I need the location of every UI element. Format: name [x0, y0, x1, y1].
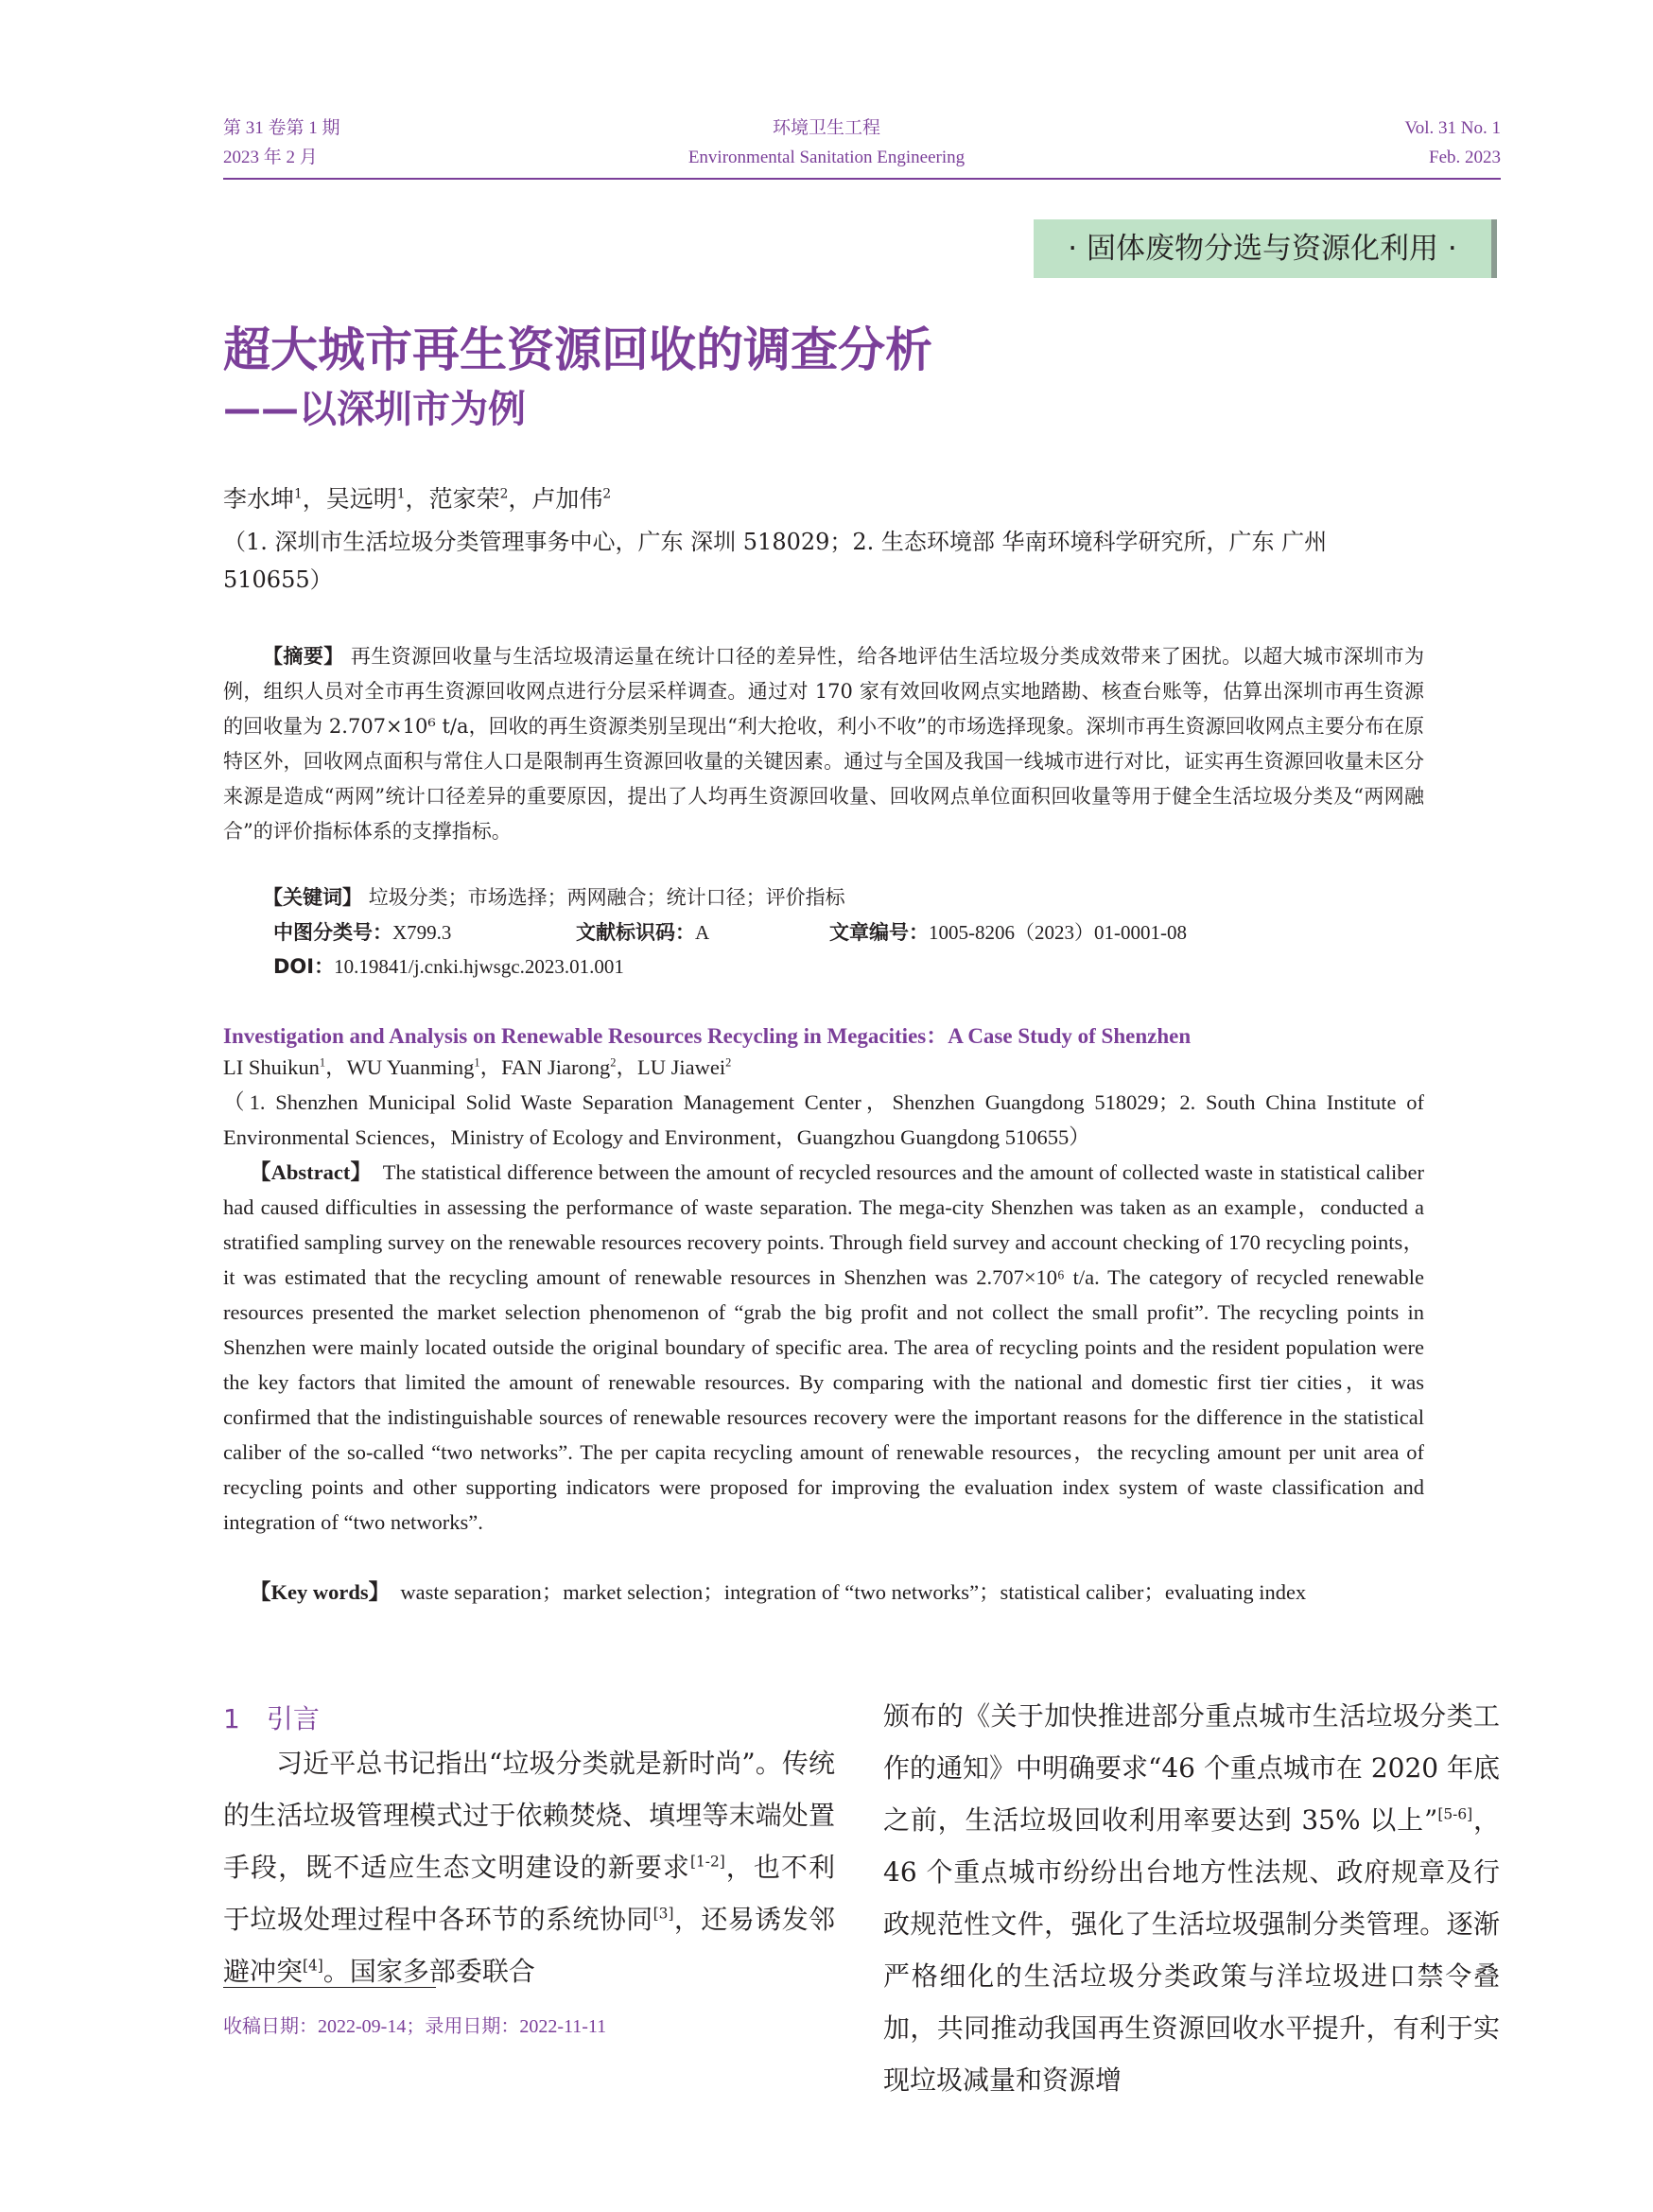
intro-text-1: 习近平总书记指出“垃圾分类就是新时尚”。传统的生活垃圾管理模式过于依赖焚烧、填埋等末端处置手段，既不适应生态文明建设的新要求 [223, 1748, 835, 1883]
article-no-label: 文章编号： [829, 921, 929, 944]
footnote-rule [223, 1987, 436, 1988]
abstract-label: 【摘要】 [263, 645, 344, 668]
author-affiliation-marker: 1 [294, 486, 303, 502]
author-separator: ， [325, 1055, 347, 1079]
paper-subtitle: ——以深圳市为例 [223, 388, 526, 431]
clc-value: X799.3 [392, 921, 452, 944]
abstract-en-text: The statistical difference between the amount of recycled resources and the amount of collected waste in statistical caliber had caused difficulties in assessing the performance of waste separation. The mega-city Shenzhen was taken as an example，conducted a stratified sampling survey on the renewable resources recovery points. Through field survey and account checking of 170 recycling points，it was estimated that the recycling amount of renewable resources in Shenzhen was 2.707×10⁶ t/a. The category of recycled renewable resources presented the market selection phenomenon of “grab the big profit and not collect the small profit”. The recycling points in Shenzhen were mainly located outside the original boundary of specific area. The area of recycling points and the resident population were the key factors that limited the amount of renewable resources. By comparing with the national and domestic first tier cities，it was confirmed that the indistinguishable sources of renewable resources recovery were the important reasons for the difference in the statistical caliber of the so-called “two networks”. The per capita recycling amount of renewable resources，the recycling amount per unit area of recycling points and other supporting indicators were proposed for improving the evaluation index system of waste classification and integration of “two networks”. [223, 1160, 1425, 1534]
received-dates: 收稿日期：2022-09-14；录用日期：2022-11-11 [223, 2016, 607, 2037]
author-name: WU Yuanming [346, 1055, 475, 1079]
journal-volume-date-en: Vol. 31 No. 1 Feb. 2023 [1404, 118, 1501, 167]
clc-label: 中图分类号： [273, 921, 392, 944]
author-affiliation-marker: 2 [725, 1055, 732, 1070]
author-affiliation-marker: 2 [602, 486, 612, 502]
column-banner: · 固体废物分选与资源化利用 · [1034, 219, 1497, 278]
classification-row [273, 915, 1427, 950]
doi-row [273, 949, 1427, 984]
author-name: LI Shuikun [223, 1055, 320, 1079]
author-affiliation-marker: 1 [396, 486, 406, 502]
author-name: 卢加伟 [531, 485, 603, 513]
citation-ref[interactable]: [5-6] [1437, 1805, 1473, 1823]
intro-left-column [223, 1737, 835, 1997]
abstract-en [223, 1155, 1424, 1540]
intro-text-3: ，还易诱发邻避冲突 [223, 1904, 835, 1987]
keywords-en-text: waste separation；market selection；integration of “two networks”；statistical caliber；evaluating index [400, 1580, 1307, 1604]
article-no-value: 1005-8206（2023）01-0001-08 [929, 921, 1187, 944]
author-affiliation-marker: 1 [474, 1055, 480, 1070]
intro-text-6: ，46 个重点城市纷纷出台地方性法规、政府规章及行政规范性文件，强化了生活垃圾强制分类管理。逐渐严格细化的生活垃圾分类政策与洋垃圾进口禁令叠加，共同推动我国再生资源回收水平提升，有利于实现垃圾减量和资源增 [883, 1804, 1500, 2096]
citation-ref[interactable]: [1-2] [689, 1853, 725, 1871]
paper-title: 超大城市再生资源回收的调查分析 [223, 322, 932, 377]
keywords-label: 【关键词】 [263, 886, 362, 909]
journal-volume-issue: 第 31 卷第 1 期 2023 年 2 月 [223, 118, 340, 167]
author-separator: ， [616, 1055, 637, 1079]
author-list-en [223, 1050, 731, 1085]
keywords-en-label: 【Key words】 [250, 1580, 391, 1604]
author-separator: ， [302, 485, 326, 513]
abstract-zh [223, 639, 1424, 849]
affiliations-en: （1. Shenzhen Municipal Solid Waste Separation Management Center，Shenzhen Guangdong 518029；2. South China Institute of Environmental Sciences，Ministry of Ecology and Environment，Guangzhou Guangdong 510655） [223, 1090, 1424, 1149]
author-separator: ， [479, 1055, 502, 1079]
doi-value: 10.19841/j.cnki.hjwsgc.2023.01.001 [334, 955, 624, 978]
english-title: Investigation and Analysis on Renewable Resources Recycling in Megacities：A Case Study of Shenzhen [223, 1024, 1192, 1048]
keywords-en [250, 1575, 1427, 1610]
journal-name: 环境卫生工程 Environmental Sanitation Engineering [687, 118, 966, 167]
abstract-text: 再生资源回收量与生活垃圾清运量在统计口径的差异性，给各地评估生活垃圾分类成效带来了困扰。以超大城市深圳市为例，组织人员对全市再生资源回收网点进行分层采样调查。通过对 170 家有效回收网点实地踏勘、核查台账等，估算出深圳市再生资源的回收量为 2.707×10⁶ t/a，回收的再生资源类别呈现出“利大抢收，利小不收”的市场选择现象。深圳市再生资源回收网点主要分布在原特区外，回收网点面积与常住人口是限制再生资源回收量的关键因素。通过与全国及我国一线城市进行对比，证实再生资源回收量未区分来源是造成“两网”统计口径差异的重要原因，提出了人均再生资源回收量、回收网点单位面积回收量等用于健全生活垃圾分类及“两网融合”的评价指标体系的支撑指标。 [223, 645, 1425, 843]
keywords-zh [263, 880, 1426, 915]
doc-id-label: 文献标识码： [576, 921, 695, 944]
author-separator: ， [508, 485, 532, 513]
author-name: FAN Jiarong [501, 1055, 611, 1079]
author-name: 李水坤 [223, 485, 295, 513]
author-affiliation-marker: 1 [319, 1055, 326, 1070]
citation-ref[interactable]: [4] [303, 1957, 323, 1975]
keywords-text: 垃圾分类；市场选择；两网融合；统计口径；评价指标 [368, 886, 845, 909]
intro-text-5: 颁布的《关于加快推进部分重点城市生活垃圾分类工作的通知》中明确要求“46 个重点城市在 2020 年底之前，生活垃圾回收利用率要达到 35% 以上” [883, 1700, 1500, 1836]
abstract-en-label: 【Abstract】 [250, 1160, 373, 1184]
header-rule [223, 178, 1501, 180]
affiliations-zh: （1. 深圳市生活垃圾分类管理事务中心，广东 深圳 518029；2. 生态环境部 华南环境科学研究所，广东 广州 510655） [223, 529, 1328, 593]
author-list-zh [223, 483, 611, 515]
intro-text-4: 。国家多部委联合 [322, 1956, 535, 1987]
author-separator: ， [405, 485, 429, 513]
intro-text-2: ，也不利于垃圾处理过程中各环节的系统协同 [223, 1852, 835, 1935]
author-name: 吴远明 [325, 485, 397, 513]
author-name: 范家荣 [428, 485, 500, 513]
author-name: LU Jiawei [636, 1055, 726, 1079]
doc-id-value: A [695, 921, 710, 944]
doi-label: DOI： [273, 955, 335, 978]
citation-ref[interactable]: [3] [652, 1905, 674, 1923]
author-affiliation-marker: 2 [610, 1055, 617, 1070]
section-heading: 1 引言 [223, 1703, 320, 1734]
intro-right-column [883, 1690, 1500, 2106]
author-affiliation-marker: 2 [499, 486, 509, 502]
